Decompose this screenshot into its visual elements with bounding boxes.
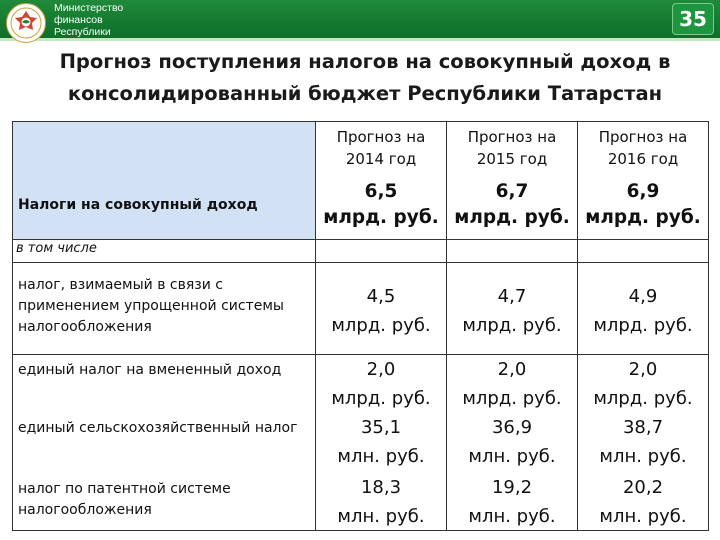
unit: млрд. руб.	[331, 315, 431, 336]
amount: 2,0	[497, 359, 527, 380]
unit: млн. руб.	[468, 506, 556, 527]
column-header-2014: Прогноз на 2014 год	[336, 128, 426, 168]
amount: 19,2	[491, 477, 533, 498]
total-label: Налоги на совокупный доход	[18, 197, 258, 213]
page-number-badge: 35	[672, 3, 714, 35]
table-cell	[578, 473, 708, 531]
forecast-table	[12, 121, 709, 531]
header-shading	[13, 122, 315, 239]
header-divider	[0, 38, 720, 41]
table-cell	[316, 413, 446, 471]
table-cell	[447, 282, 577, 340]
amount: 6,9	[626, 181, 660, 202]
table-cell	[447, 413, 577, 471]
unit: млрд. руб.	[323, 207, 439, 228]
amount: 18,3	[360, 477, 402, 498]
table-cell	[316, 473, 446, 531]
column-header-2015: Прогноз на 2015 год	[467, 128, 557, 168]
amount: 20,2	[622, 477, 664, 498]
amount: 35,1	[360, 417, 402, 438]
unit: млрд. руб.	[462, 388, 562, 409]
table-cell	[447, 473, 577, 531]
table-cell	[316, 282, 446, 340]
unit: млрд. руб.	[454, 207, 570, 228]
slide-title: Прогноз поступления налогов на совокупный доход в консолидированный бюджет Республики Татарстан	[59, 50, 671, 105]
amount: 4,7	[497, 286, 527, 307]
row-divider	[13, 239, 708, 240]
ministry-line: Министерство	[54, 2, 124, 14]
table-cell	[578, 413, 708, 471]
snow-leopard-emblem-icon	[10, 7, 42, 39]
amount: 2,0	[366, 359, 396, 380]
amount: 38,7	[622, 417, 664, 438]
coat-of-arms-logo	[6, 3, 46, 43]
row-label-imputed-income-tax: единый налог на вмененный доход	[18, 362, 282, 378]
amount: 2,0	[628, 359, 658, 380]
unit: млн. руб.	[337, 506, 425, 527]
unit: млрд. руб.	[585, 207, 701, 228]
column-header-2016: Прогноз на 2016 год	[598, 128, 688, 168]
unit: млрд. руб.	[462, 315, 562, 336]
unit: млн. руб.	[337, 446, 425, 467]
ministry-line: Республики	[54, 26, 111, 38]
table-cell	[316, 355, 446, 413]
row-label-simplified-tax: налог, взимаемый в связи с применением упрощенной системы налогообложения	[18, 277, 284, 335]
unit: млн. руб.	[599, 446, 687, 467]
unit: млрд. руб.	[593, 315, 693, 336]
row-label-agricultural-tax: единый сельскохозяйственный налог	[18, 420, 298, 436]
amount: 6,5	[364, 181, 398, 202]
amount: 36,9	[491, 417, 533, 438]
total-value-2014	[316, 179, 446, 231]
unit: млрд. руб.	[331, 388, 431, 409]
unit: млн. руб.	[468, 446, 556, 467]
including-label: в том числе	[16, 241, 97, 256]
table-cell	[578, 282, 708, 340]
amount: 4,5	[366, 286, 396, 307]
unit: млн. руб.	[599, 506, 687, 527]
ministry-line: финансов	[54, 14, 103, 26]
amount: 6,7	[495, 181, 529, 202]
table-cell	[578, 355, 708, 413]
row-divider	[13, 262, 708, 263]
row-label-patent-tax: налог по патентной системе налогообложения	[18, 481, 231, 518]
unit: млрд. руб.	[593, 388, 693, 409]
amount: 4,9	[628, 286, 658, 307]
table-cell	[447, 355, 577, 413]
ministry-name	[54, 2, 164, 38]
total-value-2016	[578, 179, 708, 231]
total-value-2015	[447, 179, 577, 231]
